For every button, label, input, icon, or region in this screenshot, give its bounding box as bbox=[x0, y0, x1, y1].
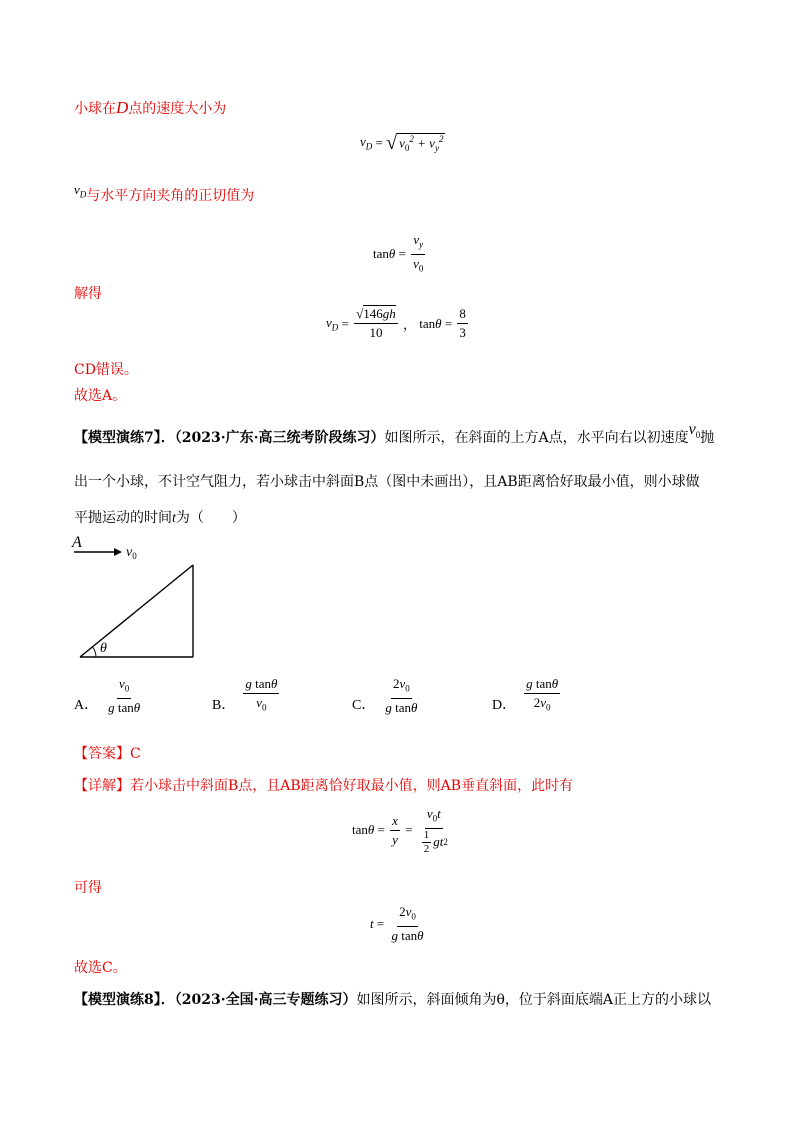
incline-figure bbox=[70, 535, 210, 663]
incline-slope-line bbox=[80, 565, 193, 657]
theta-label: θ bbox=[100, 641, 107, 656]
text-cd-wrong: CD错误。 bbox=[74, 362, 138, 378]
answer-line: 【答案】C bbox=[74, 746, 141, 762]
v0-label: $v_0$ bbox=[126, 545, 137, 561]
option-b-letter: B． bbox=[212, 697, 236, 713]
point-a-label: A bbox=[72, 535, 82, 551]
angle-arc bbox=[93, 647, 97, 657]
text-choose-c: 故选C。 bbox=[74, 960, 127, 976]
option-d-letter: D． bbox=[492, 697, 517, 713]
velocity-arrow-head bbox=[114, 548, 122, 556]
text-line-velocity-d: 小球在D点的速度大小为 bbox=[74, 98, 227, 117]
text-line-tangent: $v_D$与水平方向夹角的正切值为 bbox=[74, 182, 255, 204]
equation-vd: $v_D$ = √ $v_0^2 + v_y^2$ bbox=[360, 131, 444, 154]
detail-line: 【详解】若小球击中斜面B点，且AB距离恰好取最小值，则AB垂直斜面，此时有 bbox=[74, 778, 574, 794]
option-c-letter: C． bbox=[352, 697, 376, 713]
equation-tan-vy-v0: tan θ = $\frac{v_y}{v_0}$ bbox=[373, 232, 424, 274]
text-can-get: 可得 bbox=[74, 880, 102, 896]
problem7-line2: 出一个小球，不计空气阻力，若小球击中斜面B点（图中未画出），且AB距离恰好取最小值，则小球做 bbox=[74, 474, 700, 490]
equation-tan-xy: tan θ = $\frac{x}{y}$ = $v_0t$ $\frac{1}{2}$ gt 2 bbox=[352, 806, 448, 855]
equation-t-result: t = $\frac{2v_0}{\text{g tanθ}}$ bbox=[370, 904, 424, 943]
problem8-line1: 【模型演练8】．（2023·全国·高三专题练习）如图所示，斜面倾角为θ，位于斜面底端A正上方的小球以 bbox=[74, 992, 712, 1008]
problem7-line1: 【模型演练7】．（2023·广东·高三统考阶段练习）如图所示，在斜面的上方A点，水平向右以初速度$v_0$抛 bbox=[74, 421, 715, 446]
text-solve: 解得 bbox=[74, 286, 102, 302]
problem7-line3: 平抛运动的时间t为（ ） bbox=[74, 510, 246, 526]
equation-vd-result: $v_D$ = $\frac{√146gh}{10}$ ， tan θ = $\frac{8}{3}$ bbox=[326, 306, 466, 340]
text-choose-a: 故选A。 bbox=[74, 388, 127, 404]
option-d[interactable]: D． $\frac{\text{g tanθ}}{2v_0}$ bbox=[492, 676, 559, 713]
option-c[interactable]: C． $\frac{2v_0}{\text{g tanθ}}$ bbox=[352, 676, 418, 715]
option-b[interactable]: B． $\frac{\text{g tanθ}}{v_0}$ bbox=[212, 676, 278, 713]
option-a-letter: A． bbox=[74, 697, 99, 713]
option-a[interactable]: A． $\frac{v_0}{\text{g tanθ}}$ bbox=[74, 676, 141, 715]
